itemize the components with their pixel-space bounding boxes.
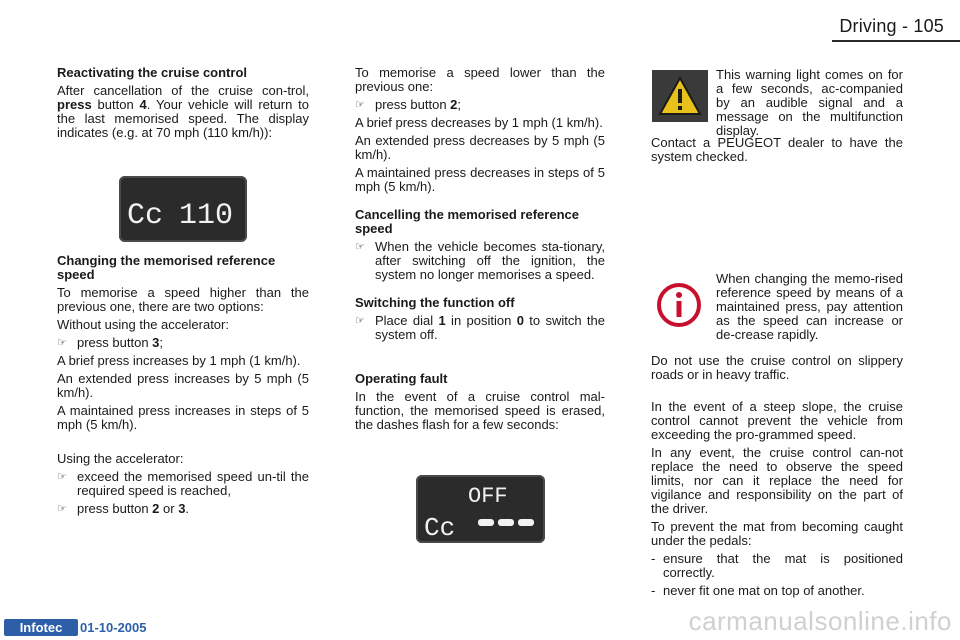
lcd-dash xyxy=(478,519,494,526)
text: press button xyxy=(375,97,451,112)
bullet-text xyxy=(77,336,309,350)
bullet-text: When the vehicle becomes sta-tionary, after switching off the ignition, the system no longer memorises a speed. xyxy=(375,239,605,282)
lcd-right-text: 110 xyxy=(179,199,234,233)
text-bold: 2 xyxy=(152,501,160,516)
hand-bullet-icon: ☞ xyxy=(355,315,365,327)
hand-bullet-icon: ☞ xyxy=(355,241,365,253)
info-icon xyxy=(654,280,704,330)
heading-switching-off: Switching the function off xyxy=(355,295,515,310)
paragraph: Without using the accelerator: xyxy=(57,317,229,332)
spacer xyxy=(57,436,309,452)
lcd-left-text: Cc xyxy=(127,199,164,233)
bullet-item xyxy=(57,502,309,516)
hand-bullet-icon: ☞ xyxy=(57,471,67,483)
paragraph: Contact a PEUGEOT dealer to have the system checked. xyxy=(651,135,903,164)
text-bold: press xyxy=(57,97,92,112)
hand-bullet-icon: ☞ xyxy=(57,337,67,349)
dash-text: never fit one mat on top of another. xyxy=(663,583,865,598)
paragraph: An extended press decreases by 5 mph (5 km/h). xyxy=(355,133,605,162)
lcd-glyphs xyxy=(119,176,247,242)
text: After cancellation of the cruise con-trol, xyxy=(57,83,309,98)
info-stem xyxy=(677,301,682,317)
lcd-off-text: OFF xyxy=(468,484,508,509)
text: Place dial xyxy=(375,313,439,328)
bullet-item xyxy=(355,98,605,112)
bullet-item xyxy=(355,314,605,342)
heading-cancelling: Cancelling the memorised reference speed xyxy=(355,207,579,236)
dash-text: ensure that the mat is positioned correctly. xyxy=(663,551,903,580)
header-rule xyxy=(832,40,960,42)
warning-exclamation-dot xyxy=(678,106,682,110)
paragraph: To memorise a speed lower than the previous one: xyxy=(355,65,605,94)
text: press button xyxy=(77,335,153,350)
text-bold: 1 xyxy=(438,313,446,328)
text: to switch the system off. xyxy=(375,313,606,342)
text: button xyxy=(91,97,140,112)
paragraph: An extended press increases by 5 mph (5 km/h). xyxy=(57,371,309,400)
bullet-item xyxy=(355,240,605,282)
lcd-dash xyxy=(518,519,534,526)
paragraph: A brief press decreases by 1 mph (1 km/h). xyxy=(355,115,603,130)
warning-triangle-icon xyxy=(652,70,708,122)
dash-mark: - xyxy=(651,583,656,598)
page-title: Driving - 105 xyxy=(839,16,944,36)
paragraph: Do not use the cruise control on slippery roads or in heavy traffic. xyxy=(651,353,903,382)
column-1 xyxy=(57,66,309,520)
cruise-display-110 xyxy=(119,176,247,242)
bullet-item xyxy=(57,470,309,498)
paragraph: A brief press increases by 1 mph (1 km/h). xyxy=(57,353,301,368)
dash-mark: - xyxy=(651,551,656,566)
text-bold: 3 xyxy=(152,335,160,350)
heading-reactivating: Reactivating the cruise control xyxy=(57,65,247,80)
paragraph: A maintained press decreases in steps of 5 mph (5 km/h). xyxy=(355,165,605,194)
lcd-dash xyxy=(498,519,514,526)
hand-bullet-icon: ☞ xyxy=(355,99,365,111)
paragraph: In any event, the cruise control can-not replace the need to observe the speed limits, nor can it replace the need for vigilance and responsibility on the part of the driver. xyxy=(651,445,903,516)
text-bold: 4 xyxy=(139,97,147,112)
text: press button xyxy=(77,501,153,516)
column-2 xyxy=(355,66,605,436)
column-3-upper xyxy=(651,136,903,168)
hand-bullet-icon: ☞ xyxy=(57,503,67,515)
text: . Your vehicle will return to the last memorised speed. The display indicates (e.g. at 70 mph (110 km/h)): xyxy=(57,97,309,140)
paragraph: To prevent the mat from becoming caught under the pedals: xyxy=(651,519,903,548)
footer-date: 01-10-2005 xyxy=(80,620,147,635)
warning-triangle-svg xyxy=(652,70,708,122)
cruise-display-off xyxy=(416,475,545,543)
paragraph: To memorise a speed higher than the previous one, there are two options: xyxy=(57,285,309,314)
paragraph: A maintained press increases in steps of 5 mph (5 km/h). xyxy=(57,403,309,432)
bullet-text xyxy=(375,98,605,112)
lcd-glyphs xyxy=(416,475,545,543)
heading-operating-fault: Operating fault xyxy=(355,371,448,386)
dash-item xyxy=(651,584,903,598)
bullet-item xyxy=(57,336,309,350)
watermark: carmanualsonline.info xyxy=(688,606,952,636)
page-header xyxy=(0,0,960,46)
heading-changing: Changing the memorised reference speed xyxy=(57,253,276,282)
infotec-logo: Infotec xyxy=(4,619,78,636)
text-bold: 2 xyxy=(450,97,458,112)
bullet-text: exceed the memorised speed un-til the required speed is reached, xyxy=(77,469,309,498)
warning-exclamation xyxy=(678,89,682,103)
text-bold: 0 xyxy=(516,313,524,328)
spacer xyxy=(651,386,903,400)
text: . xyxy=(185,501,190,516)
spacer xyxy=(355,346,605,372)
column-3-lower xyxy=(651,354,903,602)
text: ; xyxy=(457,97,462,112)
warning-light-text: This warning light comes on for a few seconds, ac-companied by an audible signal and a message on the multifunction display. xyxy=(716,67,903,138)
text-bold: 3 xyxy=(178,501,186,516)
bullet-text xyxy=(77,502,309,516)
lcd-left-text: Cc xyxy=(424,513,456,543)
bullet-text xyxy=(375,314,605,342)
dash-item xyxy=(651,552,903,580)
info-dot xyxy=(676,292,682,298)
paragraph: In the event of a steep slope, the cruise control cannot prevent the vehicle from exceeding the pro-grammed speed. xyxy=(651,399,903,442)
text: ; xyxy=(159,335,164,350)
text: or xyxy=(159,501,179,516)
paragraph-reactivate xyxy=(57,84,309,140)
text: in position xyxy=(445,313,517,328)
info-text: When changing the memo-rised reference speed by means of a maintained press, pay attention as the speed can increase or de-crease rapidly. xyxy=(716,271,903,342)
paragraph: In the event of a cruise control mal-function, the memorised speed is erased, the dashes flash for a few seconds: xyxy=(355,389,605,432)
info-svg xyxy=(654,280,704,330)
paragraph: Using the accelerator: xyxy=(57,451,184,466)
